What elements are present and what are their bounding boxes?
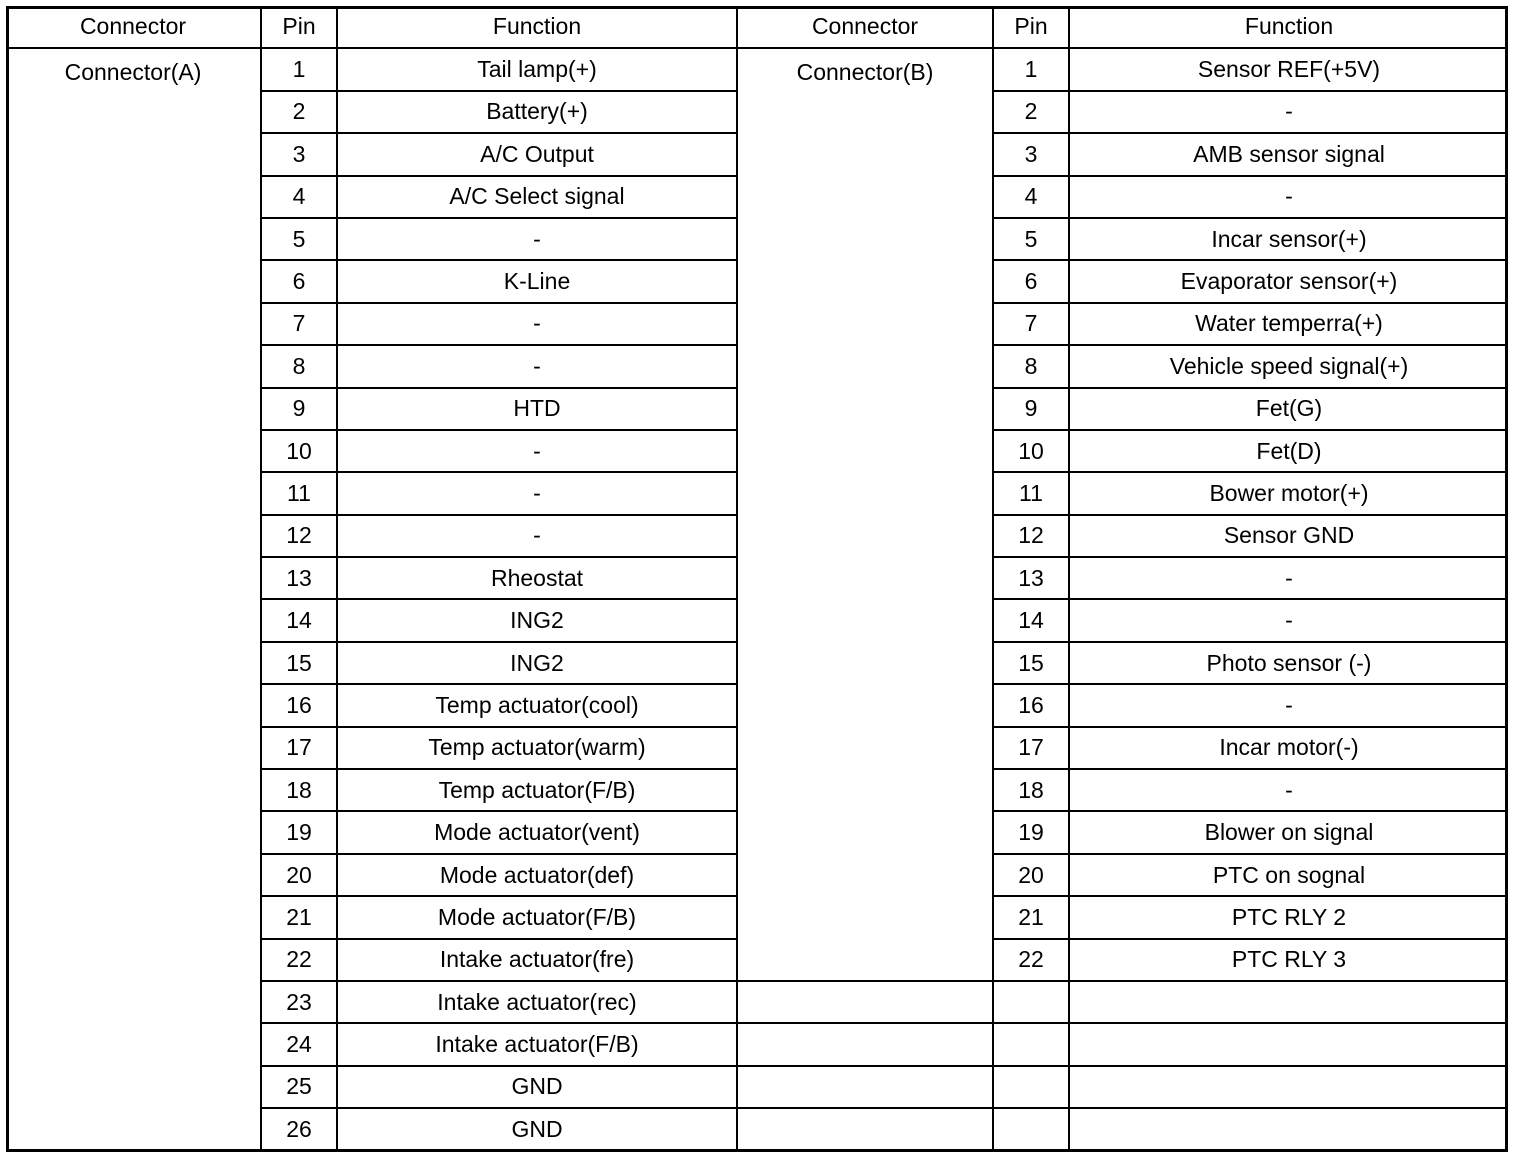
connector-a-function: A/C Output	[337, 133, 737, 175]
connector-a-pin: 15	[261, 642, 337, 684]
connector-a-function: -	[337, 515, 737, 557]
connector-a-function: -	[337, 345, 737, 387]
connector-a-pin: 24	[261, 1023, 337, 1065]
connector-a-pin: 26	[261, 1108, 337, 1150]
connector-a-function: Intake actuator(rec)	[337, 981, 737, 1023]
connector-a-pin: 6	[261, 260, 337, 302]
connector-b-pin: 13	[993, 557, 1069, 599]
connector-a-function: -	[337, 472, 737, 514]
connector-b-function: Fet(D)	[1069, 430, 1508, 472]
connector-b-function: PTC on sognal	[1069, 854, 1508, 896]
connector-b-pin: 1	[993, 48, 1069, 90]
connector-a-pin: 17	[261, 727, 337, 769]
header-pin-a: Pin	[261, 6, 337, 48]
table-row	[6, 48, 1508, 90]
empty-cell	[1069, 1023, 1508, 1065]
connector-a-pin: 20	[261, 854, 337, 896]
connector-a-pin: 5	[261, 218, 337, 260]
connector-a-function: Mode actuator(vent)	[337, 811, 737, 853]
connector-b-function: PTC RLY 2	[1069, 896, 1508, 938]
connector-a-function: A/C Select signal	[337, 176, 737, 218]
connector-b-pin: 21	[993, 896, 1069, 938]
empty-cell	[993, 1108, 1069, 1150]
connector-a-function: Rheostat	[337, 557, 737, 599]
connector-b-function: Bower motor(+)	[1069, 472, 1508, 514]
connector-b-pin: 6	[993, 260, 1069, 302]
empty-cell	[993, 1023, 1069, 1065]
header-pin-b: Pin	[993, 6, 1069, 48]
connector-a-function: Temp actuator(warm)	[337, 727, 737, 769]
empty-cell	[1069, 981, 1508, 1023]
connector-b-pin: 19	[993, 811, 1069, 853]
connector-b-pin: 18	[993, 769, 1069, 811]
connector-b-function: PTC RLY 3	[1069, 939, 1508, 981]
connector-a-function: GND	[337, 1108, 737, 1150]
empty-cell	[737, 1023, 993, 1065]
connector-b-function: -	[1069, 599, 1508, 641]
connector-a-function: Tail lamp(+)	[337, 48, 737, 90]
empty-cell	[737, 981, 993, 1023]
connector-a-pin: 18	[261, 769, 337, 811]
connector-b-pin: 4	[993, 176, 1069, 218]
connector-b-pin: 8	[993, 345, 1069, 387]
connector-a-label: Connector(A)	[64, 59, 202, 86]
connector-b-function: -	[1069, 557, 1508, 599]
header-connector-b: Connector	[737, 6, 993, 48]
connector-b-function: Water temperra(+)	[1069, 303, 1508, 345]
connector-b-function: Photo sensor (-)	[1069, 642, 1508, 684]
connector-b-function: Fet(G)	[1069, 388, 1508, 430]
connector-b-function: -	[1069, 769, 1508, 811]
connector-a-pin: 7	[261, 303, 337, 345]
connector-a-pin: 23	[261, 981, 337, 1023]
connector-b-function: -	[1069, 684, 1508, 726]
empty-cell	[737, 1108, 993, 1150]
connector-a-function: GND	[337, 1066, 737, 1108]
connector-b-pin: 14	[993, 599, 1069, 641]
connector-a-function: Temp actuator(cool)	[337, 684, 737, 726]
connector-a-function: K-Line	[337, 260, 737, 302]
connector-a-pin: 10	[261, 430, 337, 472]
connector-a-function: Intake actuator(fre)	[337, 939, 737, 981]
empty-cell	[737, 1066, 993, 1108]
connector-b-pin: 10	[993, 430, 1069, 472]
header-row	[6, 6, 1508, 48]
connector-a-pin: 1	[261, 48, 337, 90]
connector-b-function: Sensor REF(+5V)	[1069, 48, 1508, 90]
header-function-b: Function	[1069, 6, 1508, 48]
connector-a-function: Intake actuator(F/B)	[337, 1023, 737, 1065]
connector-b-function: Incar sensor(+)	[1069, 218, 1508, 260]
connector-a-pin: 3	[261, 133, 337, 175]
connector-b-pin: 17	[993, 727, 1069, 769]
connector-a-function: Mode actuator(F/B)	[337, 896, 737, 938]
table-body	[6, 48, 1508, 1150]
connector-a-function: ING2	[337, 599, 737, 641]
connector-b-pin: 9	[993, 388, 1069, 430]
connector-b-pin: 15	[993, 642, 1069, 684]
connector-a-function: Battery(+)	[337, 91, 737, 133]
connector-b-pin: 20	[993, 854, 1069, 896]
connector-b-pin: 7	[993, 303, 1069, 345]
connector-b-pin: 5	[993, 218, 1069, 260]
connector-b-function: Blower on signal	[1069, 811, 1508, 853]
connector-a-function: HTD	[337, 388, 737, 430]
empty-cell	[993, 1066, 1069, 1108]
connector-a-pin: 14	[261, 599, 337, 641]
connector-a-pin: 22	[261, 939, 337, 981]
connector-b-function: Incar motor(-)	[1069, 727, 1508, 769]
connector-b-function: Sensor GND	[1069, 515, 1508, 557]
connector-a-function: ING2	[337, 642, 737, 684]
connector-b-pin: 11	[993, 472, 1069, 514]
connector-a-pin: 21	[261, 896, 337, 938]
empty-cell	[1069, 1108, 1508, 1150]
connector-b-label: Connector(B)	[737, 48, 993, 981]
connector-b-pin: 3	[993, 133, 1069, 175]
connector-b-pin: 22	[993, 939, 1069, 981]
connector-a-pin: 19	[261, 811, 337, 853]
connector-a-pin: 8	[261, 345, 337, 387]
connector-b-function: Evaporator sensor(+)	[1069, 260, 1508, 302]
connector-b-function: -	[1069, 176, 1508, 218]
connector-a-function: -	[337, 218, 737, 260]
connector-a-pin: 11	[261, 472, 337, 514]
connector-a-function: Temp actuator(F/B)	[337, 769, 737, 811]
empty-cell	[993, 981, 1069, 1023]
connector-a-function: Mode actuator(def)	[337, 854, 737, 896]
connector-b-pin: 12	[993, 515, 1069, 557]
connector-a-pin: 16	[261, 684, 337, 726]
header-connector-a: Connector	[6, 6, 261, 48]
connector-a-pin: 4	[261, 176, 337, 218]
connector-a-function: -	[337, 303, 737, 345]
connector-a-pin: 12	[261, 515, 337, 557]
connector-b-pin: 16	[993, 684, 1069, 726]
connector-b-function: Vehicle speed signal(+)	[1069, 345, 1508, 387]
empty-cell	[1069, 1066, 1508, 1108]
connector-a-function: -	[337, 430, 737, 472]
connector-a-pin: 25	[261, 1066, 337, 1108]
header-function-a: Function	[337, 6, 737, 48]
connector-pin-table	[6, 6, 1508, 1151]
connector-a-pin: 2	[261, 91, 337, 133]
connector-b-pin: 2	[993, 91, 1069, 133]
connector-b-function: -	[1069, 91, 1508, 133]
connector-a-pin: 13	[261, 557, 337, 599]
connector-b-function: AMB sensor signal	[1069, 133, 1508, 175]
connector-a-pin: 9	[261, 388, 337, 430]
